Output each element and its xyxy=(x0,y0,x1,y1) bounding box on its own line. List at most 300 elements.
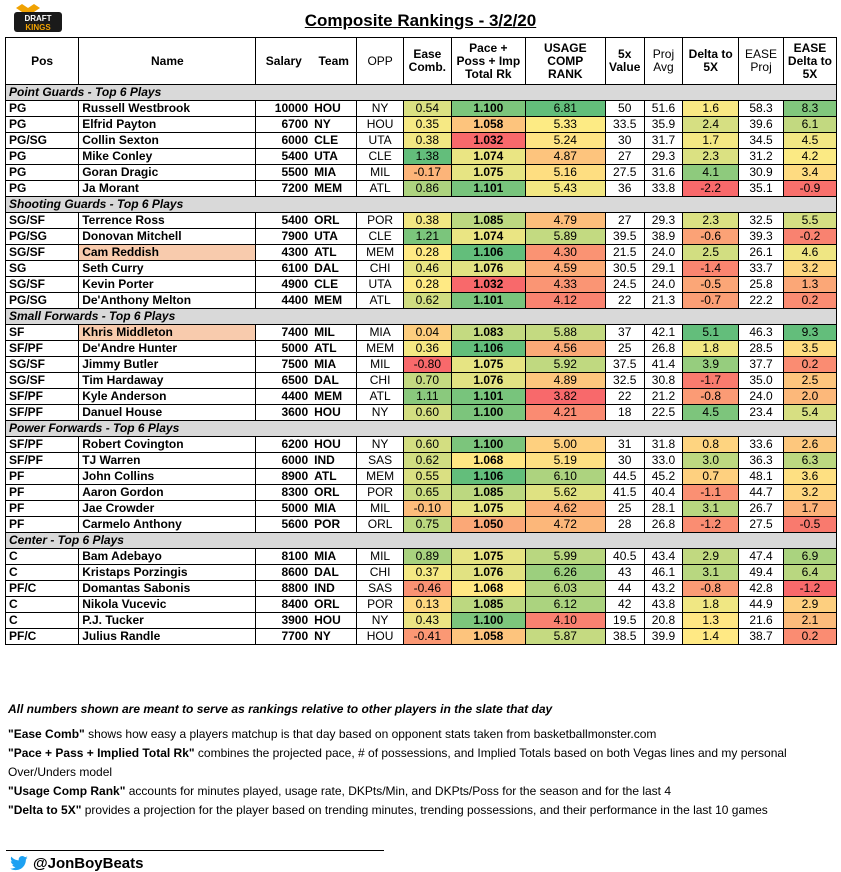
col-salary: Salary xyxy=(256,38,311,85)
ease-comb-cell: 0.38 xyxy=(403,213,451,229)
usage-rank-cell: 4.72 xyxy=(525,517,605,533)
opp-cell: UTA xyxy=(357,133,404,149)
salary-cell: 7400 xyxy=(256,325,311,341)
usage-rank-cell: 4.59 xyxy=(525,261,605,277)
section-title: Point Guards - Top 6 Plays xyxy=(6,85,837,101)
team-cell: HOU xyxy=(311,101,357,117)
ease-proj-cell: 21.6 xyxy=(739,613,784,629)
rankings-table xyxy=(5,37,837,645)
ease-delta-cell: 2.5 xyxy=(783,373,836,389)
salary-cell: 6000 xyxy=(256,133,311,149)
pace-rank-cell: 1.100 xyxy=(451,405,525,421)
usage-rank-cell: 5.87 xyxy=(525,629,605,645)
opp-cell: SAS xyxy=(357,453,404,469)
pace-rank-cell: 1.058 xyxy=(451,117,525,133)
ease-comb-cell: 0.86 xyxy=(403,181,451,197)
value-5x-cell: 50 xyxy=(605,101,644,117)
salary-cell: 5400 xyxy=(256,213,311,229)
team-cell: MEM xyxy=(311,181,357,197)
player-name-cell: Kyle Anderson xyxy=(79,389,256,405)
twitter-bird-icon xyxy=(8,856,30,872)
section-header-row xyxy=(6,421,837,437)
team-cell: MEM xyxy=(311,293,357,309)
pos-cell: SG/SF xyxy=(6,245,79,261)
section-header-row xyxy=(6,197,837,213)
proj-avg-cell: 35.9 xyxy=(644,117,682,133)
opp-cell: NY xyxy=(357,613,404,629)
player-name-cell: Jae Crowder xyxy=(79,501,256,517)
ease-comb-cell: 0.60 xyxy=(403,437,451,453)
delta-5x-cell: -0.8 xyxy=(683,581,739,597)
pos-cell: SF/PF xyxy=(6,405,79,421)
team-cell: IND xyxy=(311,453,357,469)
col-ease-delta: EASE Delta to 5X xyxy=(783,38,836,85)
player-name-cell: Elfrid Payton xyxy=(79,117,256,133)
ease-comb-cell: 0.38 xyxy=(403,133,451,149)
ease-delta-cell: 3.5 xyxy=(783,341,836,357)
usage-rank-cell: 4.33 xyxy=(525,277,605,293)
pos-cell: PG xyxy=(6,165,79,181)
pos-cell: C xyxy=(6,613,79,629)
usage-rank-cell: 6.12 xyxy=(525,597,605,613)
player-name-cell: Aaron Gordon xyxy=(79,485,256,501)
usage-rank-cell: 5.62 xyxy=(525,485,605,501)
ease-delta-cell: 3.2 xyxy=(783,485,836,501)
usage-rank-cell: 5.33 xyxy=(525,117,605,133)
player-name-cell: De'Anthony Melton xyxy=(79,293,256,309)
ease-proj-cell: 31.2 xyxy=(739,149,784,165)
team-cell: ATL xyxy=(311,341,357,357)
note-text: shows how easy a players matchup is that day based on opponent stats taken from basketballmonster.com xyxy=(84,727,657,741)
pos-cell: PG xyxy=(6,149,79,165)
ease-delta-cell: 2.6 xyxy=(783,437,836,453)
team-cell: MIA xyxy=(311,501,357,517)
table-row xyxy=(6,245,837,261)
delta-5x-cell: -1.4 xyxy=(683,261,739,277)
ease-delta-cell: 5.5 xyxy=(783,213,836,229)
opp-cell: MIA xyxy=(357,325,404,341)
note-item xyxy=(8,744,833,782)
value-5x-cell: 33.5 xyxy=(605,117,644,133)
player-name-cell: Donovan Mitchell xyxy=(79,229,256,245)
player-name-cell: Goran Dragic xyxy=(79,165,256,181)
usage-rank-cell: 4.56 xyxy=(525,341,605,357)
pos-cell: PF xyxy=(6,517,79,533)
pace-rank-cell: 1.050 xyxy=(451,517,525,533)
twitter-handle[interactable] xyxy=(8,855,144,872)
svg-text:KINGS: KINGS xyxy=(25,23,51,32)
ease-proj-cell: 48.1 xyxy=(739,469,784,485)
table-row xyxy=(6,437,837,453)
pos-cell: C xyxy=(6,597,79,613)
proj-avg-cell: 30.8 xyxy=(644,373,682,389)
proj-avg-cell: 33.8 xyxy=(644,181,682,197)
col-usage: USAGE COMP RANK xyxy=(525,38,605,85)
delta-5x-cell: -1.2 xyxy=(683,517,739,533)
opp-cell: UTA xyxy=(357,277,404,293)
team-cell: DAL xyxy=(311,565,357,581)
salary-cell: 4400 xyxy=(256,293,311,309)
player-name-cell: De'Andre Hunter xyxy=(79,341,256,357)
divider xyxy=(6,850,384,851)
salary-cell: 7500 xyxy=(256,357,311,373)
value-5x-cell: 18 xyxy=(605,405,644,421)
notes xyxy=(8,700,833,820)
value-5x-cell: 42 xyxy=(605,597,644,613)
ease-delta-cell: 3.2 xyxy=(783,261,836,277)
ease-comb-cell: 0.75 xyxy=(403,517,451,533)
usage-rank-cell: 4.62 xyxy=(525,501,605,517)
proj-avg-cell: 31.7 xyxy=(644,133,682,149)
col-pace: Pace + Poss + Imp Total Rk xyxy=(451,38,525,85)
table-row xyxy=(6,165,837,181)
delta-5x-cell: 2.5 xyxy=(683,245,739,261)
handle-text: @JonBoyBeats xyxy=(33,855,144,872)
delta-5x-cell: 1.6 xyxy=(683,101,739,117)
value-5x-cell: 25 xyxy=(605,341,644,357)
delta-5x-cell: 0.8 xyxy=(683,437,739,453)
note-item xyxy=(8,725,833,744)
salary-cell: 5600 xyxy=(256,517,311,533)
ease-comb-cell: 0.04 xyxy=(403,325,451,341)
ease-delta-cell: 1.3 xyxy=(783,277,836,293)
table-row xyxy=(6,181,837,197)
team-cell: HOU xyxy=(311,613,357,629)
table-row xyxy=(6,485,837,501)
pace-rank-cell: 1.074 xyxy=(451,229,525,245)
player-name-cell: Nikola Vucevic xyxy=(79,597,256,613)
proj-avg-cell: 46.1 xyxy=(644,565,682,581)
col-team: Team xyxy=(311,38,357,85)
salary-cell: 6100 xyxy=(256,261,311,277)
value-5x-cell: 44.5 xyxy=(605,469,644,485)
note-item xyxy=(8,782,833,801)
table-row xyxy=(6,613,837,629)
usage-rank-cell: 5.00 xyxy=(525,437,605,453)
salary-cell: 6700 xyxy=(256,117,311,133)
player-name-cell: Tim Hardaway xyxy=(79,373,256,389)
col-pos: Pos xyxy=(6,38,79,85)
salary-cell: 5500 xyxy=(256,165,311,181)
salary-cell: 8400 xyxy=(256,597,311,613)
usage-rank-cell: 4.21 xyxy=(525,405,605,421)
ease-delta-cell: 6.4 xyxy=(783,565,836,581)
ease-delta-cell: 1.7 xyxy=(783,501,836,517)
proj-avg-cell: 29.3 xyxy=(644,149,682,165)
usage-rank-cell: 4.87 xyxy=(525,149,605,165)
delta-5x-cell: 1.4 xyxy=(683,629,739,645)
ease-comb-cell: -0.80 xyxy=(403,357,451,373)
player-name-cell: Terrence Ross xyxy=(79,213,256,229)
table-row xyxy=(6,213,837,229)
salary-cell: 3900 xyxy=(256,613,311,629)
salary-cell: 4900 xyxy=(256,277,311,293)
table-row xyxy=(6,149,837,165)
delta-5x-cell: -0.6 xyxy=(683,229,739,245)
delta-5x-cell: 5.1 xyxy=(683,325,739,341)
team-cell: IND xyxy=(311,581,357,597)
table-row xyxy=(6,389,837,405)
ease-proj-cell: 35.0 xyxy=(739,373,784,389)
ease-comb-cell: 0.60 xyxy=(403,405,451,421)
opp-cell: MEM xyxy=(357,469,404,485)
pos-cell: C xyxy=(6,565,79,581)
proj-avg-cell: 20.8 xyxy=(644,613,682,629)
ease-delta-cell: 3.4 xyxy=(783,165,836,181)
table-row xyxy=(6,565,837,581)
team-cell: MIA xyxy=(311,357,357,373)
proj-avg-cell: 42.1 xyxy=(644,325,682,341)
usage-rank-cell: 5.89 xyxy=(525,229,605,245)
value-5x-cell: 36 xyxy=(605,181,644,197)
pos-cell: PG/SG xyxy=(6,229,79,245)
proj-avg-cell: 43.2 xyxy=(644,581,682,597)
team-cell: UTA xyxy=(311,229,357,245)
usage-rank-cell: 5.19 xyxy=(525,453,605,469)
proj-avg-cell: 39.9 xyxy=(644,629,682,645)
team-cell: MIA xyxy=(311,165,357,181)
usage-rank-cell: 6.81 xyxy=(525,101,605,117)
opp-cell: SAS xyxy=(357,581,404,597)
note-term: "Usage Comp Rank" xyxy=(8,784,126,798)
ease-delta-cell: -0.2 xyxy=(783,229,836,245)
opp-cell: MIL xyxy=(357,165,404,181)
pos-cell: SG xyxy=(6,261,79,277)
proj-avg-cell: 40.4 xyxy=(644,485,682,501)
usage-rank-cell: 4.89 xyxy=(525,373,605,389)
ease-delta-cell: 6.9 xyxy=(783,549,836,565)
player-name-cell: Cam Reddish xyxy=(79,245,256,261)
usage-rank-cell: 3.82 xyxy=(525,389,605,405)
note-term: "Ease Comb" xyxy=(8,727,85,741)
team-cell: MEM xyxy=(311,389,357,405)
value-5x-cell: 27 xyxy=(605,213,644,229)
ease-comb-cell: 0.43 xyxy=(403,613,451,629)
value-5x-cell: 19.5 xyxy=(605,613,644,629)
section-title: Center - Top 6 Plays xyxy=(6,533,837,549)
ease-comb-cell: -0.10 xyxy=(403,501,451,517)
ease-delta-cell: 0.2 xyxy=(783,357,836,373)
delta-5x-cell: -0.5 xyxy=(683,277,739,293)
player-name-cell: Russell Westbrook xyxy=(79,101,256,117)
proj-avg-cell: 38.9 xyxy=(644,229,682,245)
note-text: combines the projected pace, # of possessions, and Implied Totals based on both Vegas lines and my personal Over/Unders model xyxy=(8,746,787,779)
ease-comb-cell: -0.41 xyxy=(403,629,451,645)
col-delta-5x: Delta to 5X xyxy=(683,38,739,85)
delta-5x-cell: 0.7 xyxy=(683,469,739,485)
proj-avg-cell: 29.1 xyxy=(644,261,682,277)
pos-cell: PF/C xyxy=(6,581,79,597)
delta-5x-cell: 3.9 xyxy=(683,357,739,373)
proj-avg-cell: 41.4 xyxy=(644,357,682,373)
opp-cell: POR xyxy=(357,597,404,613)
col-name: Name xyxy=(79,38,256,85)
table-row xyxy=(6,453,837,469)
note-text: accounts for minutes played, usage rate, DKPts/Min, and DKPts/Poss for the season and for the last 4 xyxy=(125,784,672,798)
ease-comb-cell: 1.21 xyxy=(403,229,451,245)
value-5x-cell: 30 xyxy=(605,453,644,469)
proj-avg-cell: 28.1 xyxy=(644,501,682,517)
ease-comb-cell: 0.70 xyxy=(403,373,451,389)
player-name-cell: Kevin Porter xyxy=(79,277,256,293)
table-row xyxy=(6,261,837,277)
col-ease-comb: Ease Comb. xyxy=(403,38,451,85)
opp-cell: CHI xyxy=(357,261,404,277)
proj-avg-cell: 29.3 xyxy=(644,213,682,229)
salary-cell: 8800 xyxy=(256,581,311,597)
delta-5x-cell: 2.4 xyxy=(683,117,739,133)
pos-cell: PF xyxy=(6,485,79,501)
ease-delta-cell: -0.5 xyxy=(783,517,836,533)
usage-rank-cell: 6.10 xyxy=(525,469,605,485)
ease-comb-cell: 0.62 xyxy=(403,293,451,309)
pace-rank-cell: 1.068 xyxy=(451,453,525,469)
proj-avg-cell: 43.8 xyxy=(644,597,682,613)
player-name-cell: Bam Adebayo xyxy=(79,549,256,565)
value-5x-cell: 40.5 xyxy=(605,549,644,565)
svg-text:DRAFT: DRAFT xyxy=(24,14,52,23)
value-5x-cell: 22 xyxy=(605,293,644,309)
table-row xyxy=(6,549,837,565)
usage-rank-cell: 5.43 xyxy=(525,181,605,197)
ease-proj-cell: 26.7 xyxy=(739,501,784,517)
team-cell: HOU xyxy=(311,405,357,421)
ease-comb-cell: 0.36 xyxy=(403,341,451,357)
opp-cell: MEM xyxy=(357,341,404,357)
ease-delta-cell: 2.0 xyxy=(783,389,836,405)
value-5x-cell: 39.5 xyxy=(605,229,644,245)
team-cell: UTA xyxy=(311,149,357,165)
pace-rank-cell: 1.106 xyxy=(451,341,525,357)
ease-delta-cell: 6.3 xyxy=(783,453,836,469)
ease-delta-cell: 8.3 xyxy=(783,101,836,117)
value-5x-cell: 30.5 xyxy=(605,261,644,277)
pace-rank-cell: 1.075 xyxy=(451,165,525,181)
value-5x-cell: 37 xyxy=(605,325,644,341)
ease-comb-cell: -0.17 xyxy=(403,165,451,181)
table-row xyxy=(6,629,837,645)
proj-avg-cell: 43.4 xyxy=(644,549,682,565)
ease-delta-cell: 2.9 xyxy=(783,597,836,613)
section-header-row xyxy=(6,533,837,549)
pos-cell: PG/SG xyxy=(6,133,79,149)
table-row xyxy=(6,341,837,357)
pace-rank-cell: 1.100 xyxy=(451,101,525,117)
pace-rank-cell: 1.032 xyxy=(451,133,525,149)
salary-cell: 8300 xyxy=(256,485,311,501)
salary-cell: 8600 xyxy=(256,565,311,581)
salary-cell: 8900 xyxy=(256,469,311,485)
player-name-cell: Khris Middleton xyxy=(79,325,256,341)
salary-cell: 4400 xyxy=(256,389,311,405)
usage-rank-cell: 4.79 xyxy=(525,213,605,229)
opp-cell: CLE xyxy=(357,149,404,165)
ease-proj-cell: 33.7 xyxy=(739,261,784,277)
value-5x-cell: 28 xyxy=(605,517,644,533)
proj-avg-cell: 31.8 xyxy=(644,437,682,453)
team-cell: POR xyxy=(311,517,357,533)
pace-rank-cell: 1.074 xyxy=(451,149,525,165)
opp-cell: CLE xyxy=(357,229,404,245)
pace-rank-cell: 1.085 xyxy=(451,485,525,501)
delta-5x-cell: -1.7 xyxy=(683,373,739,389)
delta-5x-cell: 4.5 xyxy=(683,405,739,421)
ease-proj-cell: 38.7 xyxy=(739,629,784,645)
table-row xyxy=(6,373,837,389)
section-title: Small Forwards - Top 6 Plays xyxy=(6,309,837,325)
pace-rank-cell: 1.058 xyxy=(451,629,525,645)
opp-cell: POR xyxy=(357,485,404,501)
pos-cell: SG/SF xyxy=(6,213,79,229)
ease-comb-cell: -0.46 xyxy=(403,581,451,597)
pos-cell: SF/PF xyxy=(6,453,79,469)
ease-comb-cell: 1.38 xyxy=(403,149,451,165)
delta-5x-cell: 4.1 xyxy=(683,165,739,181)
table-row xyxy=(6,117,837,133)
opp-cell: HOU xyxy=(357,629,404,645)
player-name-cell: Kristaps Porzingis xyxy=(79,565,256,581)
section-header-row xyxy=(6,85,837,101)
value-5x-cell: 37.5 xyxy=(605,357,644,373)
ease-comb-cell: 0.65 xyxy=(403,485,451,501)
opp-cell: ATL xyxy=(357,181,404,197)
col-opp: OPP xyxy=(357,38,404,85)
col-proj-avg: Proj Avg xyxy=(644,38,682,85)
team-cell: ORL xyxy=(311,213,357,229)
salary-cell: 6500 xyxy=(256,373,311,389)
section-title: Shooting Guards - Top 6 Plays xyxy=(6,197,837,213)
ease-delta-cell: 6.1 xyxy=(783,117,836,133)
ease-proj-cell: 37.7 xyxy=(739,357,784,373)
pace-rank-cell: 1.085 xyxy=(451,597,525,613)
salary-cell: 5000 xyxy=(256,341,311,357)
delta-5x-cell: 1.8 xyxy=(683,597,739,613)
salary-cell: 6000 xyxy=(256,453,311,469)
ease-delta-cell: 4.2 xyxy=(783,149,836,165)
delta-5x-cell: -2.2 xyxy=(683,181,739,197)
usage-rank-cell: 5.24 xyxy=(525,133,605,149)
salary-cell: 7900 xyxy=(256,229,311,245)
delta-5x-cell: -0.8 xyxy=(683,389,739,405)
pos-cell: SG/SF xyxy=(6,277,79,293)
pos-cell: PG xyxy=(6,101,79,117)
pos-cell: PG/SG xyxy=(6,293,79,309)
proj-avg-cell: 21.3 xyxy=(644,293,682,309)
ease-comb-cell: 0.55 xyxy=(403,469,451,485)
ease-comb-cell: 0.37 xyxy=(403,565,451,581)
section-title: Power Forwards - Top 6 Plays xyxy=(6,421,837,437)
ease-delta-cell: 3.6 xyxy=(783,469,836,485)
team-cell: ATL xyxy=(311,245,357,261)
value-5x-cell: 32.5 xyxy=(605,373,644,389)
pos-cell: PG xyxy=(6,181,79,197)
note-term: "Delta to 5X" xyxy=(8,803,82,817)
ease-proj-cell: 39.3 xyxy=(739,229,784,245)
pace-rank-cell: 1.101 xyxy=(451,181,525,197)
pace-rank-cell: 1.106 xyxy=(451,245,525,261)
ease-proj-cell: 35.1 xyxy=(739,181,784,197)
delta-5x-cell: 2.3 xyxy=(683,213,739,229)
delta-5x-cell: -0.7 xyxy=(683,293,739,309)
ease-comb-cell: 0.46 xyxy=(403,261,451,277)
ease-delta-cell: 5.4 xyxy=(783,405,836,421)
opp-cell: MIL xyxy=(357,357,404,373)
pos-cell: PF xyxy=(6,501,79,517)
ease-proj-cell: 44.7 xyxy=(739,485,784,501)
value-5x-cell: 27 xyxy=(605,149,644,165)
opp-cell: CHI xyxy=(357,373,404,389)
usage-rank-cell: 4.30 xyxy=(525,245,605,261)
